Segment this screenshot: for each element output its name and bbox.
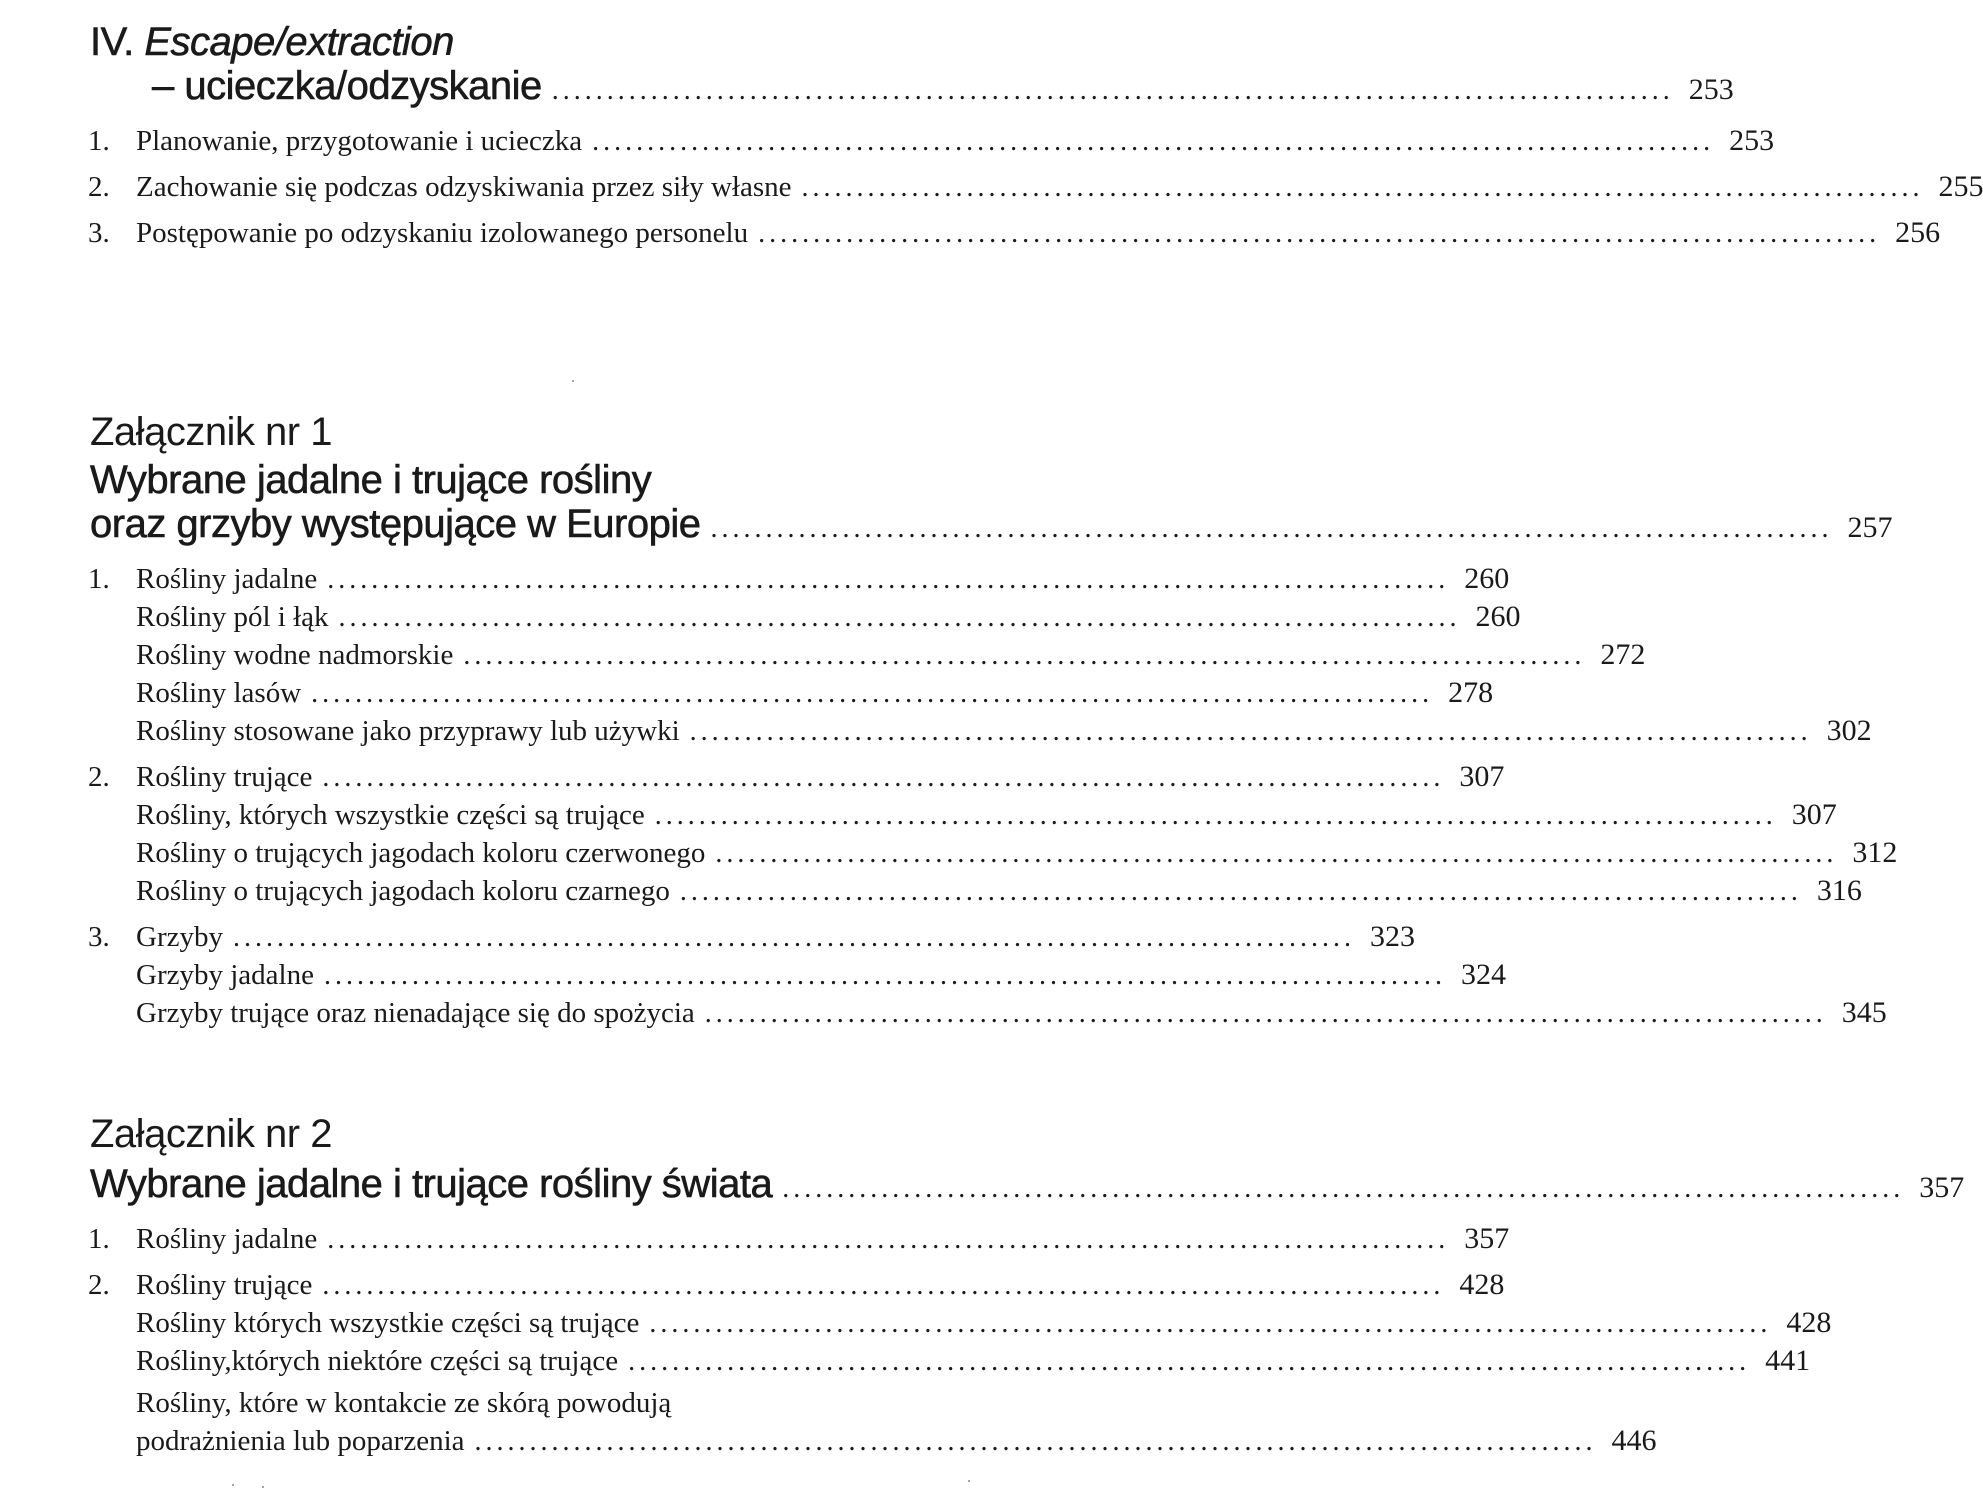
- toc-entry-page: 256: [1895, 216, 1941, 249]
- toc-entry-page: 441: [1765, 1344, 1811, 1377]
- toc-entry: [88, 874, 1862, 909]
- annex1-title-line2-row: [90, 502, 1893, 546]
- toc-entry-title: Rośliny o trujących jagodach koloru czarnego: [136, 875, 670, 907]
- toc-entry-title: Rośliny,których niektóre części są trujące: [136, 1345, 619, 1377]
- leader-dots: ......................................................................................................: [710, 513, 1833, 544]
- toc-entry-page: 357: [1464, 1222, 1510, 1255]
- toc-entry-title: Rośliny jadalne: [136, 563, 318, 595]
- annex2-page: 357: [1919, 1171, 1965, 1204]
- section-iv-page: 253: [1688, 73, 1734, 106]
- toc-entry: [88, 600, 1521, 635]
- toc-entry-page: 307: [1459, 760, 1505, 793]
- leader-dots: ......................................................................................................: [592, 126, 1715, 157]
- toc-entry-title: Rośliny jadalne: [136, 1223, 318, 1255]
- toc-entry-page: 260: [1464, 562, 1510, 595]
- leader-dots: ......................................................................................................: [758, 218, 1881, 249]
- scan-speck: [572, 380, 574, 382]
- toc-entry: [88, 1268, 1505, 1303]
- annex2-label: Załącznik nr 2: [90, 1112, 332, 1156]
- annex2-last-entry-page: 446: [1611, 1424, 1657, 1457]
- leader-dots: ......................................................................................................: [679, 876, 1802, 907]
- leader-dots: ......................................................................................................: [649, 1308, 1772, 1339]
- annex1-title-line1: Wybrane jadalne i trujące rośliny: [90, 458, 652, 502]
- toc-entry-number: 2.: [88, 761, 110, 793]
- toc-entry-title: Rośliny których wszystkie części są trujące: [136, 1307, 640, 1339]
- toc-entry-page: 312: [1852, 836, 1898, 869]
- section-iv-prefix: IV.: [90, 20, 134, 64]
- leader-dots: ......................................................................................................: [322, 1270, 1445, 1301]
- toc-entry-title: Postępowanie po odzyskaniu izolowanego personelu: [136, 217, 749, 249]
- toc-entry: [88, 562, 1510, 597]
- toc-entry: [88, 216, 1941, 251]
- leader-dots: ......................................................................................................: [327, 564, 1450, 595]
- annex2-last-entry-line2-row: [136, 1424, 1657, 1459]
- section-iv-subtitle: – ucieczka/odzyskanie: [152, 64, 542, 108]
- scan-speck: [232, 1484, 234, 1486]
- toc-entry-title: Rośliny, których wszystkie części są trujące: [136, 799, 645, 831]
- annex1-label: Załącznik nr 1: [90, 410, 332, 454]
- toc-entry: [88, 638, 1646, 673]
- toc-entry-page: 323: [1369, 920, 1415, 953]
- annex1-title-line2: oraz grzyby występujące w Europie: [90, 502, 701, 546]
- leader-dots: ......................................................................................................: [689, 716, 1812, 747]
- leader-dots: ......................................................................................................: [782, 1173, 1905, 1204]
- toc-entry: [88, 958, 1506, 993]
- leader-dots: ......................................................................................................: [327, 1224, 1450, 1255]
- toc-entry-number: 2.: [88, 1269, 110, 1301]
- toc-entry-number: 1.: [88, 563, 110, 595]
- toc-entry-title: Grzyby jadalne: [136, 959, 314, 991]
- leader-dots: ......................................................................................................: [323, 960, 1446, 991]
- toc-entry-title: Grzyby: [136, 921, 223, 953]
- annex2-last-entry-line1: Rośliny, które w kontakcie ze skórą powodują: [136, 1387, 672, 1419]
- toc-entry: [88, 798, 1837, 833]
- leader-dots: ......................................................................................................: [232, 922, 1355, 953]
- toc-entry-title: Rośliny stosowane jako przyprawy lub używki: [136, 715, 680, 747]
- scan-speck: [262, 1486, 264, 1488]
- toc-entry-page: 428: [1459, 1268, 1505, 1301]
- toc-entry-title: Rośliny trujące: [136, 761, 313, 793]
- toc-entry: [88, 1306, 1832, 1341]
- toc-entry-page: 307: [1791, 798, 1837, 831]
- toc-entry-number: 2.: [88, 171, 110, 203]
- toc-entry: [88, 920, 1415, 955]
- annex2-title-row: [90, 1162, 1965, 1206]
- leader-dots: ......................................................................................................: [801, 172, 1924, 203]
- leader-dots: ......................................................................................................: [704, 998, 1827, 1029]
- toc-entry-page: 255: [1938, 170, 1983, 203]
- leader-dots: ......................................................................................................: [715, 838, 1838, 869]
- toc-entry-page: 324: [1460, 958, 1506, 991]
- toc-entry: [88, 836, 1898, 871]
- toc-entry-page: 272: [1600, 638, 1646, 671]
- leader-dots: ......................................................................................................: [654, 800, 1777, 831]
- toc-entry-page: 302: [1826, 714, 1872, 747]
- toc-entry-title: Zachowanie się podczas odzyskiwania przez siły własne: [136, 171, 792, 203]
- toc-entry-title: Grzyby trujące oraz nienadające się do spożycia: [136, 997, 695, 1029]
- leader-dots: ......................................................................................................: [322, 762, 1445, 793]
- toc-entry-title: Planowanie, przygotowanie i ucieczka: [136, 125, 583, 157]
- toc-entry-page: 345: [1841, 996, 1887, 1029]
- toc-entry-number: 3.: [88, 217, 110, 249]
- toc-entry: [88, 676, 1494, 711]
- toc-entry-title: Rośliny lasów: [136, 677, 302, 709]
- toc-entry-number: 1.: [88, 1223, 110, 1255]
- toc-entry: [88, 996, 1887, 1031]
- toc-entry-title: Rośliny pól i łąk: [136, 601, 329, 633]
- leader-dots: ......................................................................................................: [463, 640, 1586, 671]
- toc-entry-number: 1.: [88, 125, 110, 157]
- leader-dots: ......................................................................................................: [474, 1426, 1597, 1457]
- toc-entry-page: 253: [1729, 124, 1775, 157]
- leader-dots: ......................................................................................................: [311, 678, 1434, 709]
- scan-speck: [968, 1480, 970, 1482]
- section-iv-heading: [90, 22, 454, 62]
- toc-entry-title: Rośliny wodne nadmorskie: [136, 639, 454, 671]
- toc-entry: [88, 124, 1775, 159]
- toc-entry-title: Rośliny o trujących jagodach koloru czerwonego: [136, 837, 706, 869]
- leader-dots: ......................................................................................................: [338, 602, 1461, 633]
- annex2-title: Wybrane jadalne i trujące rośliny świata: [90, 1162, 773, 1206]
- toc-entry: [88, 170, 1983, 205]
- leader-dots: ......................................................................................................: [551, 75, 1674, 106]
- section-iv-heading-line2: [152, 64, 1734, 108]
- toc-entry: [88, 1222, 1510, 1257]
- toc-entry: [88, 714, 1872, 749]
- leader-dots: ......................................................................................................: [628, 1346, 1751, 1377]
- section-iv-italic-title: Escape/extraction: [144, 20, 454, 64]
- toc-entry-page: 278: [1448, 676, 1494, 709]
- toc-entry-page: 428: [1786, 1306, 1832, 1339]
- toc-entry-number: 3.: [88, 921, 110, 953]
- toc-entry-page: 260: [1475, 600, 1521, 633]
- annex2-last-entry-line2: podrażnienia lub poparzenia: [136, 1425, 465, 1457]
- annex1-page: 257: [1847, 511, 1893, 544]
- toc-entry: [88, 760, 1505, 795]
- toc-entry-title: Rośliny trujące: [136, 1269, 313, 1301]
- toc-entry: [88, 1344, 1811, 1379]
- toc-entry-page: 316: [1816, 874, 1862, 907]
